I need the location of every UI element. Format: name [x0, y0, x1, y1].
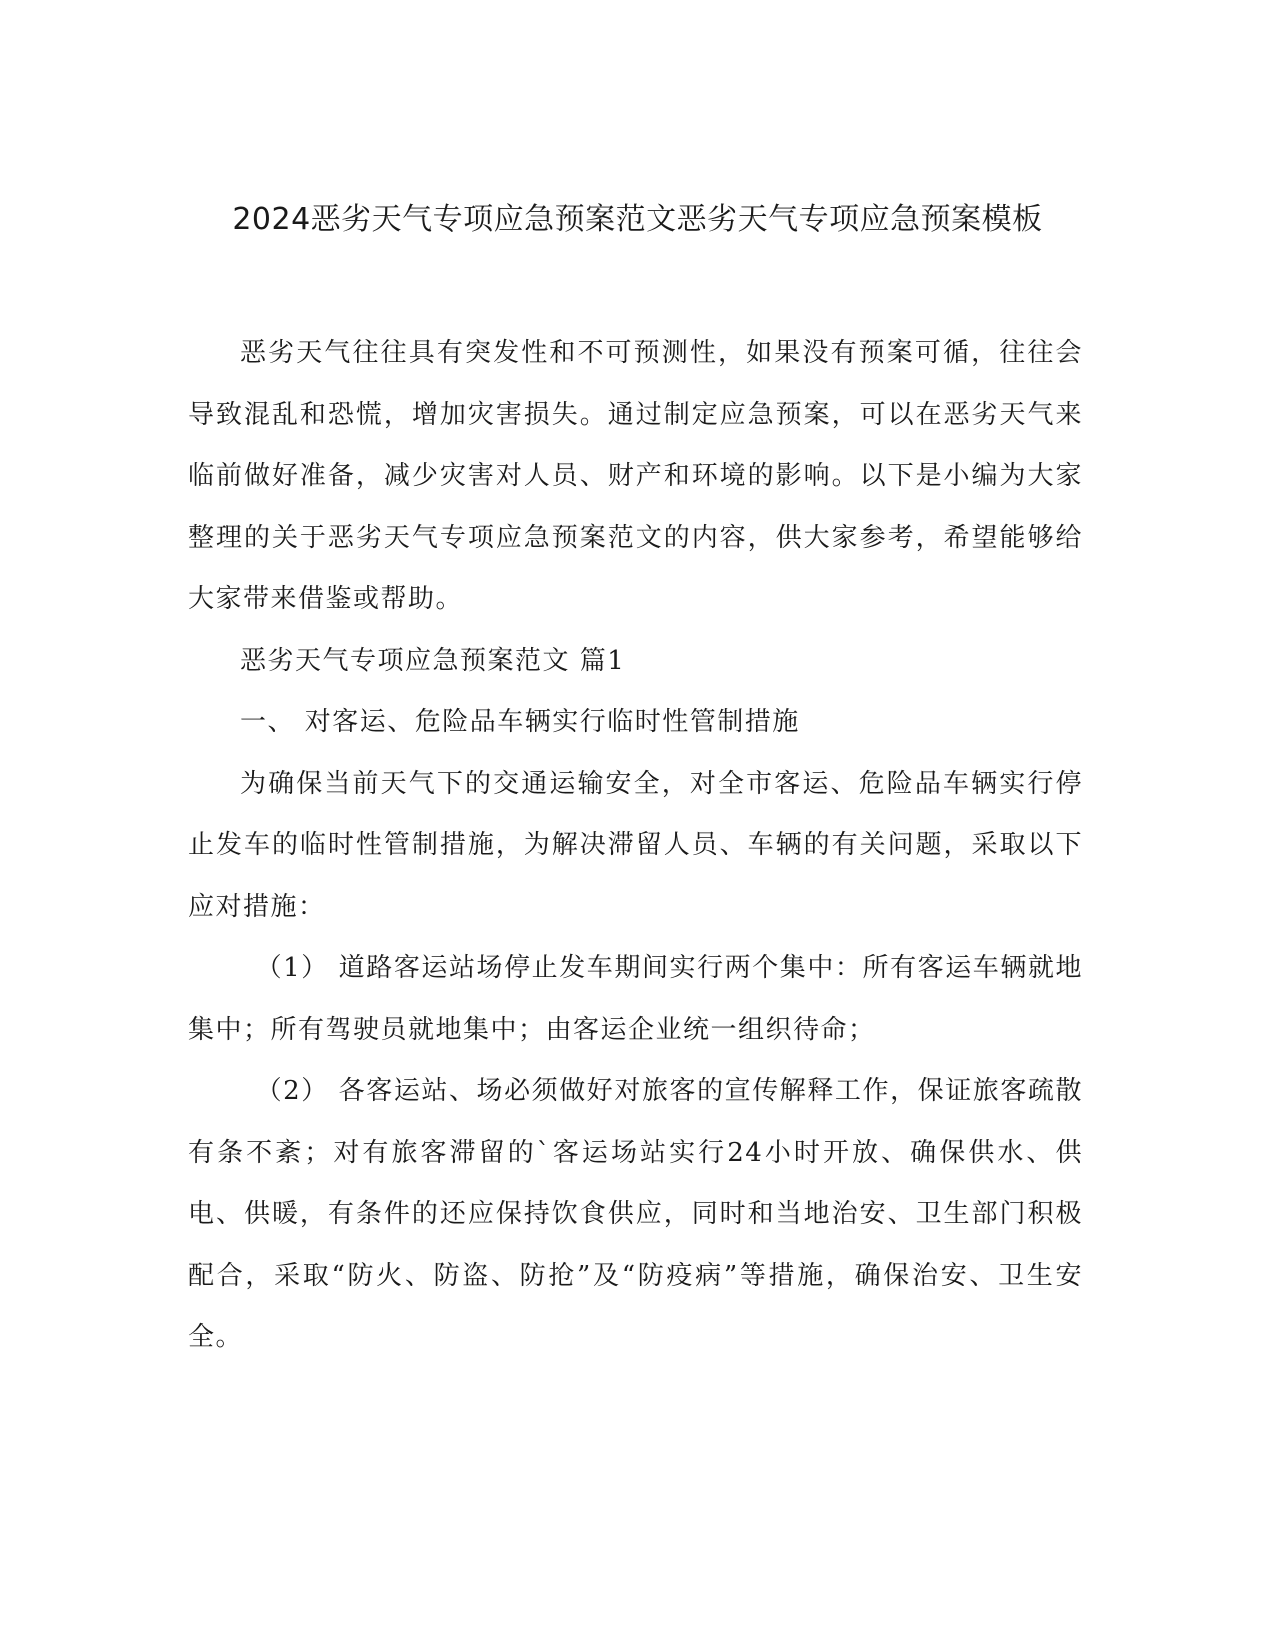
document-body [188, 323, 1083, 1369]
document-title: 2024恶劣天气专项应急预案范文恶劣天气专项应急预案模板 [232, 202, 1043, 237]
body-paragraph: 为确保当前天气下的交通运输安全，对全市客运、危险品车辆实行停止发车的临时性管制措施，为解决滞留人员、车辆的有关问题，采取以下应对措施： [188, 768, 1083, 922]
section-heading: 恶劣天气专项应急预案范文 篇1 [240, 645, 626, 676]
intro-paragraph: 恶劣天气往往具有突发性和不可预测性，如果没有预案可循，往往会导致混乱和恐慌，增加灾害损失。通过制定应急预案，可以在恶劣天气来临前做好准备，减少灾害对人员、财产和环境的影响。以下是小编为大家整理的关于恶劣天气专项应急预案范文的内容，供大家参考，希望能够给大家带来借鉴或帮助。 [188, 338, 1083, 614]
list-item-2: （2） 各客运站、场必须做好对旅客的宣传解释工作，保证旅客疏散有条不紊；对有旅客滞留的`客运场站实行24小时开放、确保供水、供电、供暖，有条件的还应保持饮食供应，同时和当地治安、卫生部门积极配合，采取“防火、防盗、防抢”及“防疫病”等措施，确保治安、卫生安全。 [188, 1076, 1083, 1352]
list-item-1: （1） 道路客运站场停止发车期间实行两个集中：所有客运车辆就地集中；所有驾驶员就地集中；由客运企业统一组织待命； [188, 953, 1083, 1045]
subsection-heading: 一、 对客运、危险品车辆实行临时性管制措施 [240, 707, 800, 737]
